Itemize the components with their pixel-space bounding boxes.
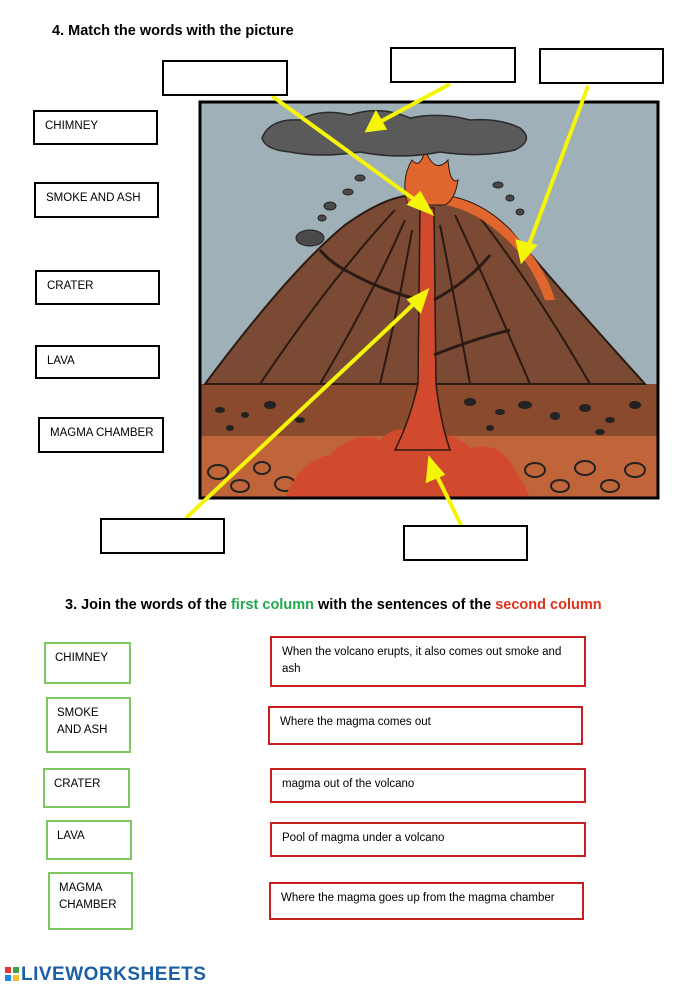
answer-blank-2[interactable] xyxy=(390,47,516,83)
second-column-sentence-5[interactable]: Where the magma goes up from the magma chamber xyxy=(269,882,584,920)
logo-text: LIVEWORKSHEETS xyxy=(21,964,207,985)
first-column-magma-chamber[interactable]: MAGMA CHAMBER xyxy=(48,872,133,930)
word-lava: LAVA xyxy=(35,345,160,379)
answer-blank-1[interactable] xyxy=(162,60,288,96)
word-chimney: CHIMNEY xyxy=(33,110,158,145)
answer-blank-3[interactable] xyxy=(539,48,664,84)
liveworksheets-logo xyxy=(5,964,206,986)
section-4-heading: 4. Match the words with the picture xyxy=(52,23,294,39)
heading-first-column: first column xyxy=(230,597,314,613)
heading-prefix: 3. Join the words of the xyxy=(65,597,231,613)
second-column-sentence-3[interactable]: magma out of the volcano xyxy=(270,768,586,803)
first-column-crater[interactable]: CRATER xyxy=(43,768,130,808)
word-crater: CRATER xyxy=(35,270,160,305)
liveworksheets-icon xyxy=(5,967,19,981)
answer-blank-5[interactable] xyxy=(403,525,528,561)
answer-blank-4[interactable] xyxy=(100,518,225,554)
first-column-chimney[interactable]: CHIMNEY xyxy=(44,642,131,684)
heading-second-column: second column xyxy=(495,597,602,613)
first-column-lava[interactable]: LAVA xyxy=(46,820,132,860)
word-smoke-and-ash: SMOKE AND ASH xyxy=(34,182,159,218)
first-column-smoke-and-ash[interactable]: SMOKE AND ASH xyxy=(46,697,131,753)
heading-middle: with the sentences of the xyxy=(313,597,496,613)
second-column-sentence-2[interactable]: Where the magma comes out xyxy=(268,706,583,745)
word-magma-chamber: MAGMA CHAMBER xyxy=(38,417,164,453)
section-3-heading xyxy=(65,597,602,613)
second-column-sentence-4[interactable]: Pool of magma under a volcano xyxy=(270,822,586,857)
second-column-sentence-1[interactable]: When the volcano erupts, it also comes out smoke and ash xyxy=(270,636,586,687)
